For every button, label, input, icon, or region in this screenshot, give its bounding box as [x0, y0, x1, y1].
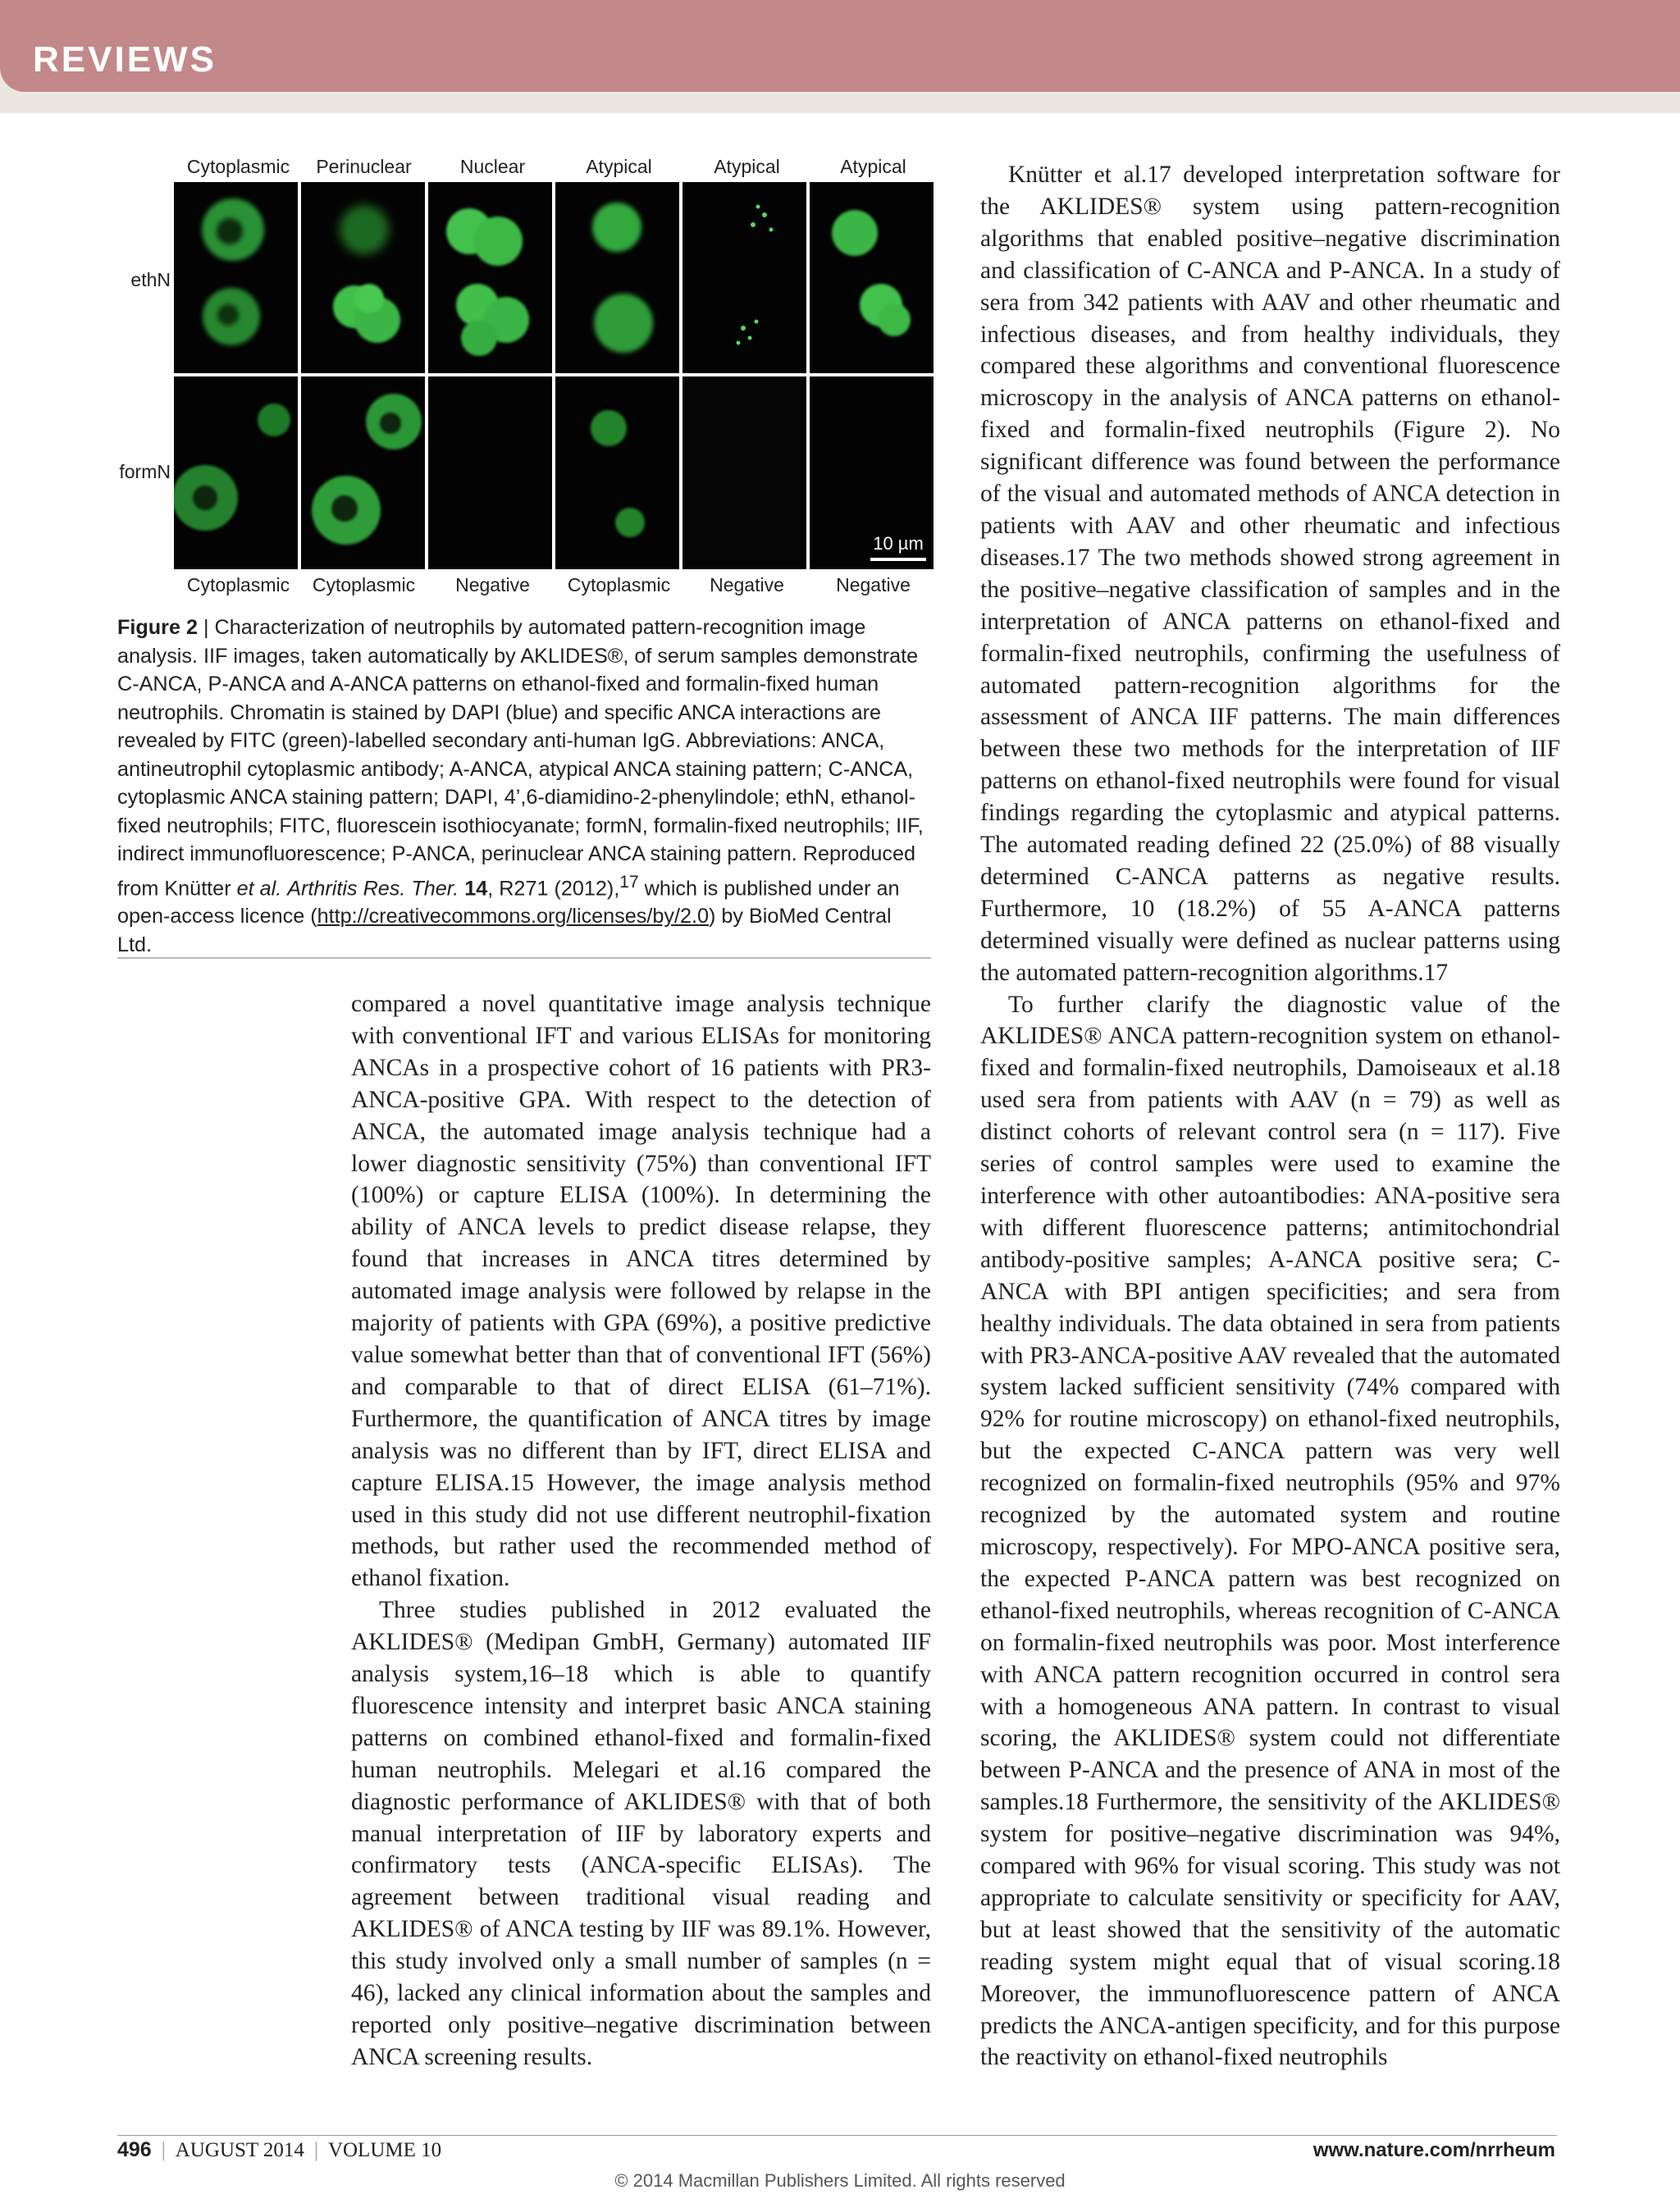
column-label-top: Nuclear	[459, 156, 526, 177]
body-paragraph: To further clarify the diagnostic value of the AKLIDES® ANCA pattern-recognition system on ethanol-fixed and formalin-fixed neutrophils, Damoiseaux et al.18 used sera from patients with AAV (n = 79) as well as distinct cohorts of relevant control sera (n = 117). Five series of control samples were used to examine the interference with other autoantibodies: ANA-positive sera with different fluorescence patterns; antimitochondrial antibody-positive samples; A-ANCA positive sera; C-ANCA with BPI antigen specificities; and sera from healthy individuals. The data obtained in sera from patients with PR3-ANCA-positive AAV revealed that the automated system lacked sufficient sensitivity (74% compared with 92% for routine microscopy) on ethanol-fixed neutrophils, but the expected C-ANCA pattern was very well recognized on formalin-fixed neutrophils (95% and 97% recognized by the automated system and routine microscopy, respectively). For MPO-ANCA positive sera, the expected P-ANCA pattern was best recognized on ethanol-fixed neutrophils, whereas recognition of C-ANCA on formalin-fixed neutrophils was poor. Most interference with ANCA pattern recognition occurred in control sera with a homogeneous ANA pattern. In contrast to visual scoring, the AKLIDES® system could not differentiate between P-ANCA and the presence of ANA in most of the samples.18 Furthermore, the sensitivity of the AKLIDES® system for positive–negative discrimination was 94%, compared with 96% for visual scoring. This study was not appropriate to calculate sensitivity or specificity for AAV, but at least showed that the sensitivity of the automatic reading system might equal that of visual scoring.18 Moreover, the immunofluorescence pattern of ANCA predicts the ANCA-antigen specificity, and for this purpose the reactivity on ethanol-fixed neutrophils	[980, 991, 1560, 2071]
caption-divider	[117, 957, 931, 959]
issue-volume: VOLUME 10	[327, 2139, 442, 2161]
micrograph-panel	[174, 182, 934, 569]
tile-formn-cytoplasmic-1	[174, 376, 298, 569]
page-info: 496 | AUGUST 2014 | VOLUME 10	[117, 2138, 442, 2161]
body-paragraph: Knütter et al.17 developed interpretation software for the AKLIDES® system using pattern-recognition algorithms that enabled positive–negative discrimination and classification of C-ANCA and P-ANCA. In a study of sera from 342 patients with AAV and other rheumatic and infectious diseases, and from healthy individuals, they compared these algorithms and conventional fluorescence microscopy in the analysis of ANCA patterns on ethanol-fixed and formalin-fixed neutrophils (Figure 2). No significant difference was found between the performance of the visual and automated methods of ANCA detection in patients with AAV and other rheumatic and infectious diseases.17 The two methods showed strong agreement in the positive–negative classification of samples and in the interpretation of ANCA patterns on ethanol-fixed and formalin-fixed neutrophils, confirming the usefulness of automated pattern-recognition algorithms for the assessment of ANCA IIF patterns. The main differences between these two methods for the interpretation of IIF patterns on ethanol-fixed neutrophils were found for visual findings regarding the cytoplasmic and atypical patterns. The automated reading defined 22 (25.0%) of 88 visually determined C-ANCA patterns as negative results. Furthermore, 10 (18.2%) of 55 A-ANCA patterns determined visually were defined as nuclear patterns using the automated pattern-recognition algorithms.17	[980, 162, 1560, 986]
tile-ethn-perinuclear	[301, 182, 425, 373]
scale-bar-label: 10 µm	[873, 533, 924, 554]
tile-formn-cytoplasmic-2	[301, 376, 425, 569]
issue-date: AUGUST 2014	[175, 2139, 304, 2161]
caption-rest3: ) by BioMed Central Ltd.	[117, 905, 892, 956]
tile-ethn-atypical-2	[682, 182, 806, 373]
body-paragraph: Three studies published in 2012 evaluated the AKLIDES® (Medipan GmbH, Germany) automated IIF analysis system,16–18 which is able to quantify fluorescence intensity and interpret basic ANCA staining patterns on combined ethanol-fixed and formalin-fixed human neutrophils. Melegari et al.16 compared the diagnostic performance of AKLIDES® with that of both manual interpretation of IIF by laboratory experts and confirmatory tests (ANCA-specific ELISAs). The agreement between traditional visual reading and AKLIDES® of ANCA testing by IIF was 89.1%. However, this study involved only a small number of samples (n = 46), lacked any clinical information about the samples and reported only positive–negative discrimination between ANCA screening results.	[351, 1597, 931, 2070]
column-label-bottom: Cytoplasmic	[312, 574, 416, 595]
column-label-top: Atypical	[714, 156, 780, 177]
caption-volume: 14	[464, 876, 488, 900]
header-banner	[0, 0, 1680, 113]
tile-formn-cytoplasmic-3	[555, 376, 679, 569]
figure-caption	[117, 614, 931, 959]
row-label-ethn: ethN	[130, 269, 171, 290]
section-label: REVIEWS	[33, 39, 217, 80]
column-label-bottom: Cytoplasmic	[567, 574, 671, 595]
left-column	[351, 988, 931, 2073]
caption-rest1: , R271 (2012),	[487, 876, 620, 900]
caption-etal: et al.	[236, 876, 282, 900]
page-number: 496	[117, 2138, 152, 2161]
tile-ethn-atypical-3	[810, 182, 934, 373]
scale-bar	[870, 558, 926, 561]
journal-url[interactable]: www.nature.com/nrrheum	[1312, 2139, 1555, 2161]
column-label-top: Cytoplasmic	[186, 156, 290, 177]
tile-ethn-cytoplasmic	[174, 182, 298, 373]
figure-label: Figure 2	[117, 616, 198, 639]
caption-rest2: which is published under an open-access licence (	[117, 876, 900, 928]
caption-separator: |	[197, 616, 215, 639]
column-label-bottom: Negative	[836, 574, 911, 595]
caption-text: Characterization of neutrophils by automated pattern-recognition image analysis. IIF images, taken automatically by AKLIDES®, of serum samples demonstrate C-ANCA, P-ANCA and A-ANCA patterns on ethanol-fixed and formalin-fixed human neutrophils. Chromatin is stained by DAPI (blue) and specific ANCA interactions are revealed by FITC (green)-labelled secondary anti-human IgG. Abbreviations: ANCA, antineutrophil cytoplasmic antibody; A-ANCA, atypical ANCA staining pattern; C-ANCA, cytoplasmic ANCA staining pattern; DAPI, 4’,6-diamidino-2-phenylindole; ethN, ethanol-fixed neutrophils; FITC, fluorescein isothiocyanate; formN, formalin-fixed neutrophils; IIF, indirect immunofluorescence; P-ANCA, perinuclear ANCA staining pattern. Reproduced from Knütter	[117, 616, 924, 900]
column-label-top: Atypical	[840, 156, 906, 177]
tile-formn-negative-2	[682, 376, 806, 569]
column-label-bottom: Negative	[455, 574, 530, 595]
column-label-top: Perinuclear	[316, 156, 412, 177]
licence-link[interactable]: http://creativecommons.org/licenses/by/2.0	[317, 905, 709, 928]
right-column	[980, 159, 1560, 2073]
column-label-bottom: Cytoplasmic	[186, 574, 290, 595]
tile-formn-negative-3	[810, 376, 934, 569]
column-label-top: Atypical	[586, 156, 652, 177]
tile-ethn-atypical-1	[555, 182, 679, 373]
caption-ref: 17	[619, 872, 639, 892]
header-band	[0, 0, 1680, 92]
row-label-formn: formN	[119, 461, 171, 482]
body-paragraph: compared a novel quantitative image analysis technique with conventional IFT and various ELISAs for monitoring ANCAs in a prospective cohort of 16 patients with PR3-ANCA-positive GPA. With respect to the detection of ANCA, the automated image analysis technique had a lower diagnostic sensitivity (75%) than conventional IFT (100%) or capture ELISA (100%). In determining the ability of ANCA levels to predict disease relapse, they found that increases in ANCA titres determined by automated image analysis were followed by relapse in the majority of patients with GPA (69%), a positive predictive value somewhat better than that of conventional IFT (56%) and comparable to that of direct ELISA (61–71%). Furthermore, the quantification of ANCA titres by image analysis was no different than by IFT, direct ELISA and capture ELISA.15 However, the image analysis method used in this study did not use different neutrophil-fixation methods, but rather used the recommended method of ethanol fixation.	[351, 991, 931, 1592]
footer-divider	[117, 2135, 1557, 2136]
caption-journal: Arthritis Res. Ther.	[287, 876, 459, 900]
copyright-notice: © 2014 Macmillan Publishers Limited. All rights reserved	[614, 2170, 1066, 2191]
tile-formn-negative-1	[428, 376, 552, 569]
tile-ethn-nuclear	[428, 182, 552, 373]
column-label-bottom: Negative	[710, 574, 784, 595]
